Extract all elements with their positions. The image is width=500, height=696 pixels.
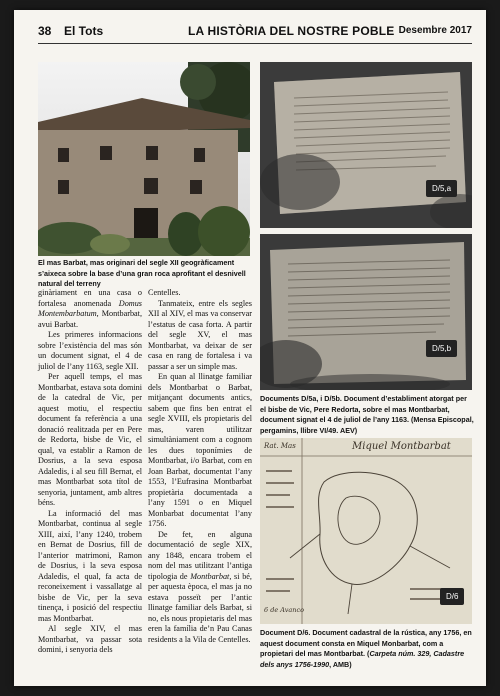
doc-d5b-label: D/5,b bbox=[426, 340, 457, 357]
house-photo-caption: El mas Barbat, mas originari del segle XII geogràficament s’aixeca sobre la base d’una gran roca aprofitant el desnivell natural del terreny bbox=[38, 258, 246, 288]
paragraph: De fet, en alguna documentació de segle XIX, any 1848, encara trobem el nom del mas utilitzant l’antiga tipologia de Montbarbat, si bé, per aquesta època, el mas ja no estava posseït per l’antic llinatge familiar dels Barbat, si no, els nous propietaris del mas eren la família de’n Pau Canas residents a la Vila de Centelles. bbox=[148, 529, 252, 644]
map-owner-script: Miquel Montbarbat bbox=[352, 441, 451, 452]
paragraph: Al segle XIV, el mas Montbarbat, va passar sota domini, i senyoria dels bbox=[38, 624, 142, 654]
map-header-script: Rat. Mas bbox=[264, 442, 296, 450]
map-bottom-script: 6 de Avanco bbox=[264, 606, 304, 614]
document-d5b-photo bbox=[260, 234, 472, 390]
paragraph: Centelles. bbox=[148, 288, 181, 297]
article-column-2 bbox=[148, 288, 252, 645]
header-rule bbox=[38, 43, 472, 44]
paragraph: En quan al llinatge familiar dels Montbarbat o Barbat, mitjançant documents antics, sabem que fins ben entrat el segle XVIII, els propietaris del mas, varen utilitzar simultàniament com a cognom les dues toponímies de Montbarbat, i/o Barbat, com en Joan Barbat, documentat l’any 1553, l’Eufrasina Montbarbat propietària documentada a l’any 1591 o en Miquel Monbarbat documentat l’any 1756. bbox=[148, 372, 252, 528]
doc-d6-label: D/6 bbox=[440, 588, 464, 605]
magazine-page bbox=[14, 10, 486, 686]
section-title: LA HISTÒRIA DEL NOSTRE POBLE bbox=[188, 24, 395, 38]
document-d6-caption: Document D/6. Document cadastral de la rústica, any 1756, en aquest document consta en Miquel Monbarbat, com a propietari del mas Montbarbat. (Carpeta núm. 329, Cadastre dels anys 1756-1990, AMB) bbox=[260, 628, 472, 669]
document-d5a-photo bbox=[260, 62, 472, 228]
page-header bbox=[38, 24, 472, 42]
page-number: 38 bbox=[38, 24, 52, 38]
doc-d5a-label: D/5,a bbox=[426, 180, 457, 197]
magazine-name: El Tots bbox=[64, 24, 104, 38]
document-d6-photo bbox=[260, 438, 472, 624]
documents-d5-caption: Documents D/5a, i D/5b. Document d’establiment atorgat per el bisbe de Vic, Pere Redorta, sobre el mas Montbarbat, document signat el 4 de juliol de l’any 1163. (Mensa Episcopal, pergamins, llibre VI/49. AEV) bbox=[260, 394, 474, 435]
house-photo bbox=[38, 62, 250, 256]
paragraph: Les primeres informacions sobre l’existència del mas són un document signat, el 4 de juliol de l’any 1163, segle XII. bbox=[38, 330, 142, 371]
paragraph: La informació del mas Montbarbat, continua al segle XIII, així, l’any 1240, trobem en Bernat de Dosrius, fill de l’anterior matrimoni, Ramon de Dosrius, i la seva esposa Adaledis, el qual, fa acta de reconeixement i vassallatge al bisbe de Vic, per la seva tinença, i posició del respectiu mas Montbarbat. bbox=[38, 508, 142, 623]
article-column-1 bbox=[38, 288, 142, 656]
paragraph: Per aquell temps, el mas Montbarbat, estava sota domini de la catedral de Vic, per aquest motiu, el respectiu document fa referència a una donació realitzada per en Pere de Redorta, bisbe de Vic, el qual, va establir a Ramon de Dosrius, a la seva esposa Adaledis, i al seu fill Bernat, el mas Montbarbat sota títol de senyoria, juntament, amb altres béns. bbox=[38, 372, 142, 507]
paragraph: ginàriament en una casa o fortalesa anomenada Domus Montembarbatum, Montbarbat, avui Barbat. bbox=[38, 288, 142, 329]
paragraph: Tanmateix, entre els segles XII al XIV, el mas va conservar l’estatus de casa forta. A partir del segle XV, el mas Montbarbat, va deixar de ser casa en rang de fortalesa i va passar a ser un simple mas. bbox=[148, 298, 252, 371]
issue-date: Desembre 2017 bbox=[398, 25, 472, 36]
